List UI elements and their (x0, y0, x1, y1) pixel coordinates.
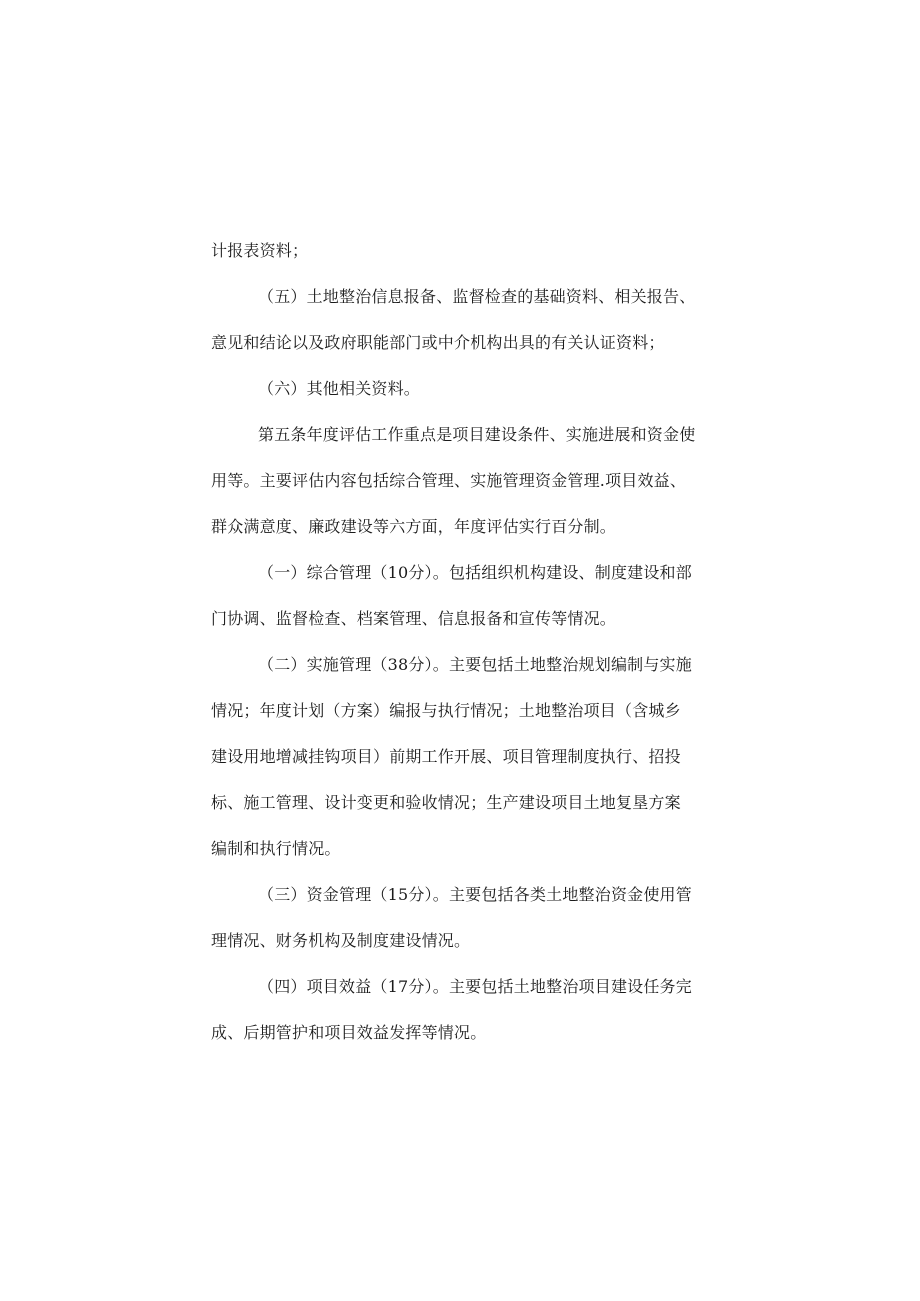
text-line-2: （五）土地整治信息报备、监督检查的基础资料、相关报告、 (258, 287, 696, 306)
text-line-17: （四）项目效益（17分）。主要包括土地整治项目建设任务完 (258, 977, 692, 996)
text-line-16: 理情况、财务机构及制度建设情况。 (211, 931, 471, 950)
text-line-11: 情况；年度计划（方案）编报与执行情况；土地整治项目（含城乡 (211, 701, 681, 720)
document-body (211, 236, 716, 1064)
text-line-1: 计报表资料； (211, 241, 309, 260)
text-line-4: （六）其他相关资料。 (258, 379, 421, 398)
text-line-7: 群众满意度、廉政建设等六方面，年度评估实行百分制。 (211, 517, 617, 536)
text-line-3: 意见和结论以及政府职能部门或中介机构出具的有关认证资料； (211, 333, 665, 352)
text-line-5: 第五条年度评估工作重点是项目建设条件、实施进展和资金使 (258, 425, 696, 444)
text-line-18: 成、后期管护和项目效益发挥等情况。 (211, 1023, 487, 1042)
text-line-9: 门协调、监督检查、档案管理、信息报备和宣传等情况。 (211, 609, 617, 628)
text-line-6: 用等。主要评估内容包括综合管理、实施管理资金管理.项目效益、 (211, 471, 687, 490)
text-line-14: 编制和执行情况。 (211, 839, 341, 858)
text-line-10: （二）实施管理（38分）。主要包括土地整治规划编制与实施 (258, 655, 692, 674)
text-line-13: 标、施工管理、设计变更和验收情况；生产建设项目土地复垦方案 (211, 793, 681, 812)
text-line-15: （三）资金管理（15分）。主要包括各类土地整治资金使用管 (258, 885, 692, 904)
text-line-8: （一）综合管理（10分）。包括组织机构建设、制度建设和部 (258, 563, 692, 582)
text-line-12: 建设用地增减挂钩项目）前期工作开展、项目管理制度执行、招投 (211, 747, 681, 766)
